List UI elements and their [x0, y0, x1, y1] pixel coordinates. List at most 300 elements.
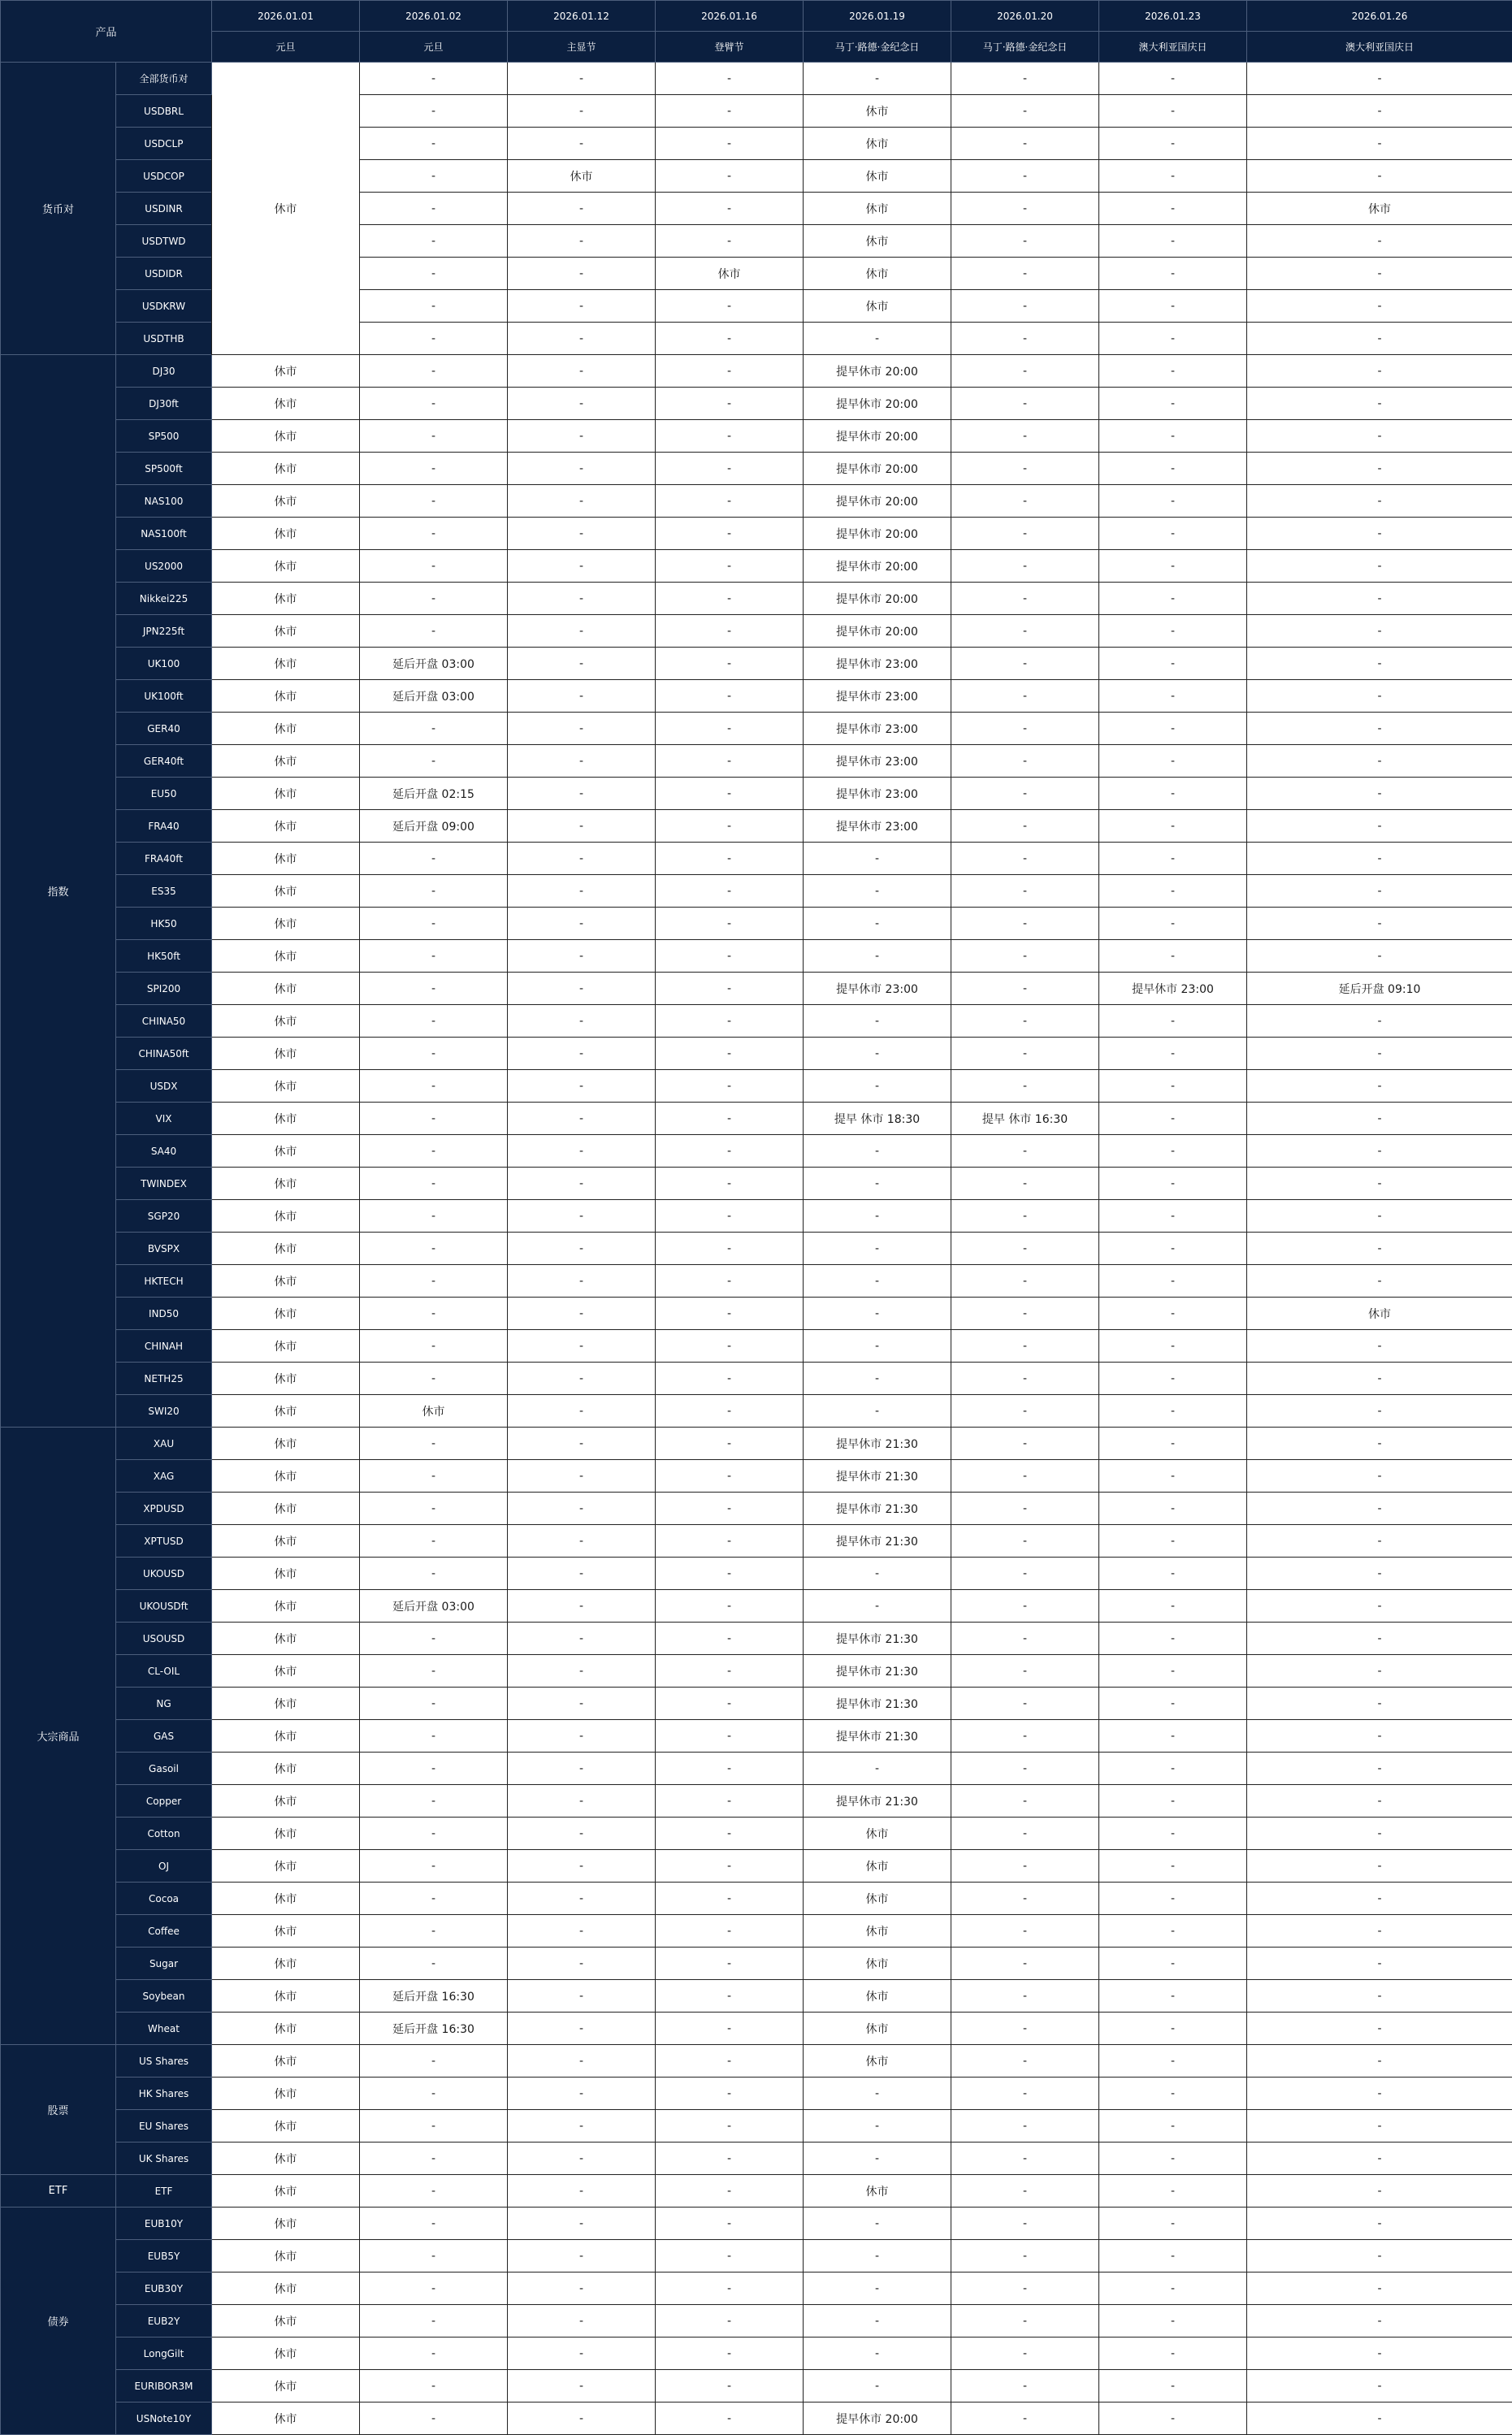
status-cell: - [804, 1590, 951, 1623]
status-cell: - [360, 1883, 508, 1915]
status-cell: 延后开盘 02:15 [360, 778, 508, 810]
status-cell: - [508, 63, 656, 95]
product-name-cell: GER40ft [116, 745, 212, 778]
product-name-cell: USOUSD [116, 1623, 212, 1655]
table-row [1, 1948, 1512, 1980]
product-name-cell: Cocoa [116, 1883, 212, 1915]
status-cell: - [1247, 1785, 1512, 1818]
table-row [1, 1460, 1512, 1493]
status-cell: - [1247, 355, 1512, 388]
status-cell: - [656, 1330, 804, 1363]
status-cell: - [951, 713, 1099, 745]
status-cell: - [360, 713, 508, 745]
status-cell: - [804, 2078, 951, 2110]
status-cell: - [951, 973, 1099, 1005]
status-cell: 提早 休市 16:30 [951, 1103, 1099, 1135]
status-cell: - [951, 2403, 1099, 2435]
status-cell: - [1247, 258, 1512, 290]
status-cell: - [804, 2240, 951, 2273]
table-row [1, 680, 1512, 713]
status-cell: - [1247, 1623, 1512, 1655]
table-row [1, 778, 1512, 810]
status-cell: - [1099, 290, 1247, 323]
status-cell: 休市 [804, 1850, 951, 1883]
status-cell: 提早休市 21:30 [804, 1688, 951, 1720]
status-cell: - [656, 1395, 804, 1428]
status-cell: - [951, 258, 1099, 290]
status-cell: - [1099, 1883, 1247, 1915]
status-cell: - [360, 973, 508, 1005]
status-cell: - [1247, 550, 1512, 583]
status-cell: 休市 [804, 2175, 951, 2208]
status-cell: - [1247, 518, 1512, 550]
status-cell: - [656, 290, 804, 323]
status-cell: - [1099, 420, 1247, 453]
status-cell: - [804, 2143, 951, 2175]
status-cell: 休市 [212, 1103, 360, 1135]
status-cell: 提早休市 20:00 [804, 583, 951, 615]
status-cell: - [804, 1135, 951, 1168]
status-cell: 休市 [212, 1168, 360, 1200]
status-cell: - [360, 1070, 508, 1103]
status-cell: 提早休市 20:00 [804, 485, 951, 518]
status-cell: - [804, 940, 951, 973]
table-row [1, 355, 1512, 388]
status-cell: - [656, 1883, 804, 1915]
status-cell: - [1247, 680, 1512, 713]
table-row [1, 2338, 1512, 2370]
status-cell: - [656, 1265, 804, 1298]
status-cell: 休市 [212, 843, 360, 875]
table-row [1, 810, 1512, 843]
status-cell: - [951, 420, 1099, 453]
status-cell: - [508, 1980, 656, 2013]
status-cell: - [360, 1298, 508, 1330]
status-cell: - [656, 1298, 804, 1330]
status-cell: - [804, 875, 951, 908]
status-cell: - [951, 453, 1099, 485]
status-cell: 休市 [212, 810, 360, 843]
status-cell: - [951, 1720, 1099, 1753]
status-cell: - [508, 2208, 656, 2240]
status-cell: 休市 [212, 1525, 360, 1558]
status-cell: - [508, 1850, 656, 1883]
status-cell: - [951, 1753, 1099, 1785]
status-cell: - [951, 2370, 1099, 2403]
status-cell: 休市 [212, 2078, 360, 2110]
status-cell: - [804, 323, 951, 355]
status-cell: - [360, 2273, 508, 2305]
status-cell: - [360, 1915, 508, 1948]
status-cell: - [1099, 1655, 1247, 1688]
holiday-name-header: 登臂节 [656, 32, 804, 63]
status-cell: - [1247, 1265, 1512, 1298]
status-cell: - [508, 2338, 656, 2370]
status-cell: - [1099, 2110, 1247, 2143]
status-cell: 休市 [804, 1915, 951, 1948]
product-name-cell: HK50ft [116, 940, 212, 973]
status-cell: 休市 [212, 2045, 360, 2078]
status-cell: 休市 [212, 1005, 360, 1038]
status-cell: - [1099, 1525, 1247, 1558]
status-cell: - [1099, 225, 1247, 258]
status-cell: - [508, 323, 656, 355]
status-cell: - [508, 2370, 656, 2403]
table-row [1, 1005, 1512, 1038]
status-cell: - [656, 2273, 804, 2305]
status-cell: - [360, 2078, 508, 2110]
status-cell: 提早休市 20:00 [804, 355, 951, 388]
status-cell: - [360, 875, 508, 908]
product-name-cell: XAG [116, 1460, 212, 1493]
status-cell: - [508, 1883, 656, 1915]
status-cell: - [508, 258, 656, 290]
date-header: 2026.01.16 [656, 1, 804, 32]
status-cell: - [1099, 355, 1247, 388]
product-name-cell: NG [116, 1688, 212, 1720]
status-cell-merged: 休市 [212, 63, 360, 355]
status-cell: - [1099, 1558, 1247, 1590]
table-row [1, 2175, 1512, 2208]
status-cell: - [360, 323, 508, 355]
status-cell: - [1099, 648, 1247, 680]
status-cell: - [951, 1428, 1099, 1460]
status-cell: - [1099, 518, 1247, 550]
status-cell: - [951, 1493, 1099, 1525]
status-cell: - [1247, 1818, 1512, 1850]
product-name-cell: USDBRL [116, 95, 212, 128]
product-name-cell: NAS100 [116, 485, 212, 518]
product-name-cell: IND50 [116, 1298, 212, 1330]
status-cell: - [1247, 1525, 1512, 1558]
status-cell: - [508, 875, 656, 908]
status-cell: 延后开盘 16:30 [360, 2013, 508, 2045]
status-cell: - [360, 2338, 508, 2370]
status-cell: - [1099, 550, 1247, 583]
status-cell: - [1247, 1005, 1512, 1038]
status-cell: - [1247, 1070, 1512, 1103]
status-cell: - [656, 225, 804, 258]
status-cell: - [1099, 940, 1247, 973]
status-cell: 休市 [212, 1363, 360, 1395]
status-cell: 休市 [212, 1298, 360, 1330]
product-name-cell: HK50 [116, 908, 212, 940]
status-cell: - [360, 453, 508, 485]
product-name-cell: Gasoil [116, 1753, 212, 1785]
status-cell: - [1099, 63, 1247, 95]
status-cell: 休市 [804, 1980, 951, 2013]
product-name-cell: EUB10Y [116, 2208, 212, 2240]
table-body [1, 63, 1512, 2435]
product-name-cell: USDX [116, 1070, 212, 1103]
status-cell: 休市 [212, 1623, 360, 1655]
product-name-cell: Copper [116, 1785, 212, 1818]
status-cell: - [508, 1103, 656, 1135]
holiday-name-header: 澳大利亚国庆日 [1247, 32, 1512, 63]
status-cell: 休市 [1247, 1298, 1512, 1330]
status-cell: - [951, 648, 1099, 680]
status-cell: 提早休市 20:00 [804, 453, 951, 485]
status-cell: 休市 [212, 485, 360, 518]
status-cell: 休市 [212, 1038, 360, 1070]
status-cell: - [360, 2143, 508, 2175]
status-cell: - [951, 2078, 1099, 2110]
status-cell: - [360, 1688, 508, 1720]
status-cell: - [1099, 1850, 1247, 1883]
product-name-cell: EUB2Y [116, 2305, 212, 2338]
table-row [1, 1915, 1512, 1948]
status-cell: - [656, 1720, 804, 1753]
status-cell: - [656, 355, 804, 388]
status-cell: 提早休市 21:30 [804, 1655, 951, 1688]
date-header: 2026.01.26 [1247, 1, 1512, 32]
product-name-cell: SP500ft [116, 453, 212, 485]
status-cell: - [360, 908, 508, 940]
status-cell: - [508, 1363, 656, 1395]
status-cell: - [1099, 1200, 1247, 1233]
status-cell: - [360, 1168, 508, 1200]
table-row [1, 485, 1512, 518]
status-cell: 休市 [212, 1135, 360, 1168]
status-cell: - [1247, 940, 1512, 973]
product-name-cell: XAU [116, 1428, 212, 1460]
status-cell: 休市 [212, 2110, 360, 2143]
status-cell: 休市 [212, 2013, 360, 2045]
status-cell: - [360, 1493, 508, 1525]
status-cell: 休市 [360, 1395, 508, 1428]
status-cell: - [1099, 2208, 1247, 2240]
status-cell: - [508, 1915, 656, 1948]
status-cell: - [508, 1623, 656, 1655]
status-cell: - [508, 713, 656, 745]
status-cell: - [1099, 388, 1247, 420]
status-cell: - [1099, 2175, 1247, 2208]
status-cell: 提早休市 21:30 [804, 1493, 951, 1525]
status-cell: - [360, 1330, 508, 1363]
status-cell: - [656, 1850, 804, 1883]
table-row [1, 1265, 1512, 1298]
status-cell: - [1247, 810, 1512, 843]
status-cell: 提早休市 20:00 [804, 615, 951, 648]
status-cell: - [360, 1363, 508, 1395]
status-cell: - [951, 1558, 1099, 1590]
status-cell: - [1099, 1980, 1247, 2013]
status-cell: - [508, 2110, 656, 2143]
table-row [1, 908, 1512, 940]
product-name-cell: OJ [116, 1850, 212, 1883]
status-cell: - [951, 323, 1099, 355]
status-cell: - [1247, 1135, 1512, 1168]
status-cell: - [951, 1915, 1099, 1948]
table-row [1, 1818, 1512, 1850]
status-cell: - [656, 388, 804, 420]
status-cell: - [1099, 1590, 1247, 1623]
status-cell: - [951, 1005, 1099, 1038]
status-cell: - [656, 810, 804, 843]
status-cell: - [360, 160, 508, 193]
status-cell: - [1099, 95, 1247, 128]
table-row [1, 1558, 1512, 1590]
status-cell: - [951, 2175, 1099, 2208]
status-cell: 提早休市 23:00 [1099, 973, 1247, 1005]
status-cell: - [656, 1948, 804, 1980]
product-name-cell: Cotton [116, 1818, 212, 1850]
status-cell: - [508, 1818, 656, 1850]
status-cell: - [1099, 1168, 1247, 1200]
table-row [1, 973, 1512, 1005]
status-cell: - [1247, 2045, 1512, 2078]
status-cell: - [656, 1070, 804, 1103]
product-name-cell: USDCOP [116, 160, 212, 193]
status-cell: - [360, 1265, 508, 1298]
status-cell: - [508, 583, 656, 615]
status-cell: - [1247, 1395, 1512, 1428]
status-cell: - [1099, 583, 1247, 615]
product-name-cell: Soybean [116, 1980, 212, 2013]
status-cell: 提早休市 21:30 [804, 1785, 951, 1818]
category-cell: 债券 [1, 2208, 116, 2435]
status-cell: - [1099, 1233, 1247, 1265]
table-row [1, 2370, 1512, 2403]
status-cell: - [508, 453, 656, 485]
table-row [1, 2305, 1512, 2338]
status-cell: - [804, 1298, 951, 1330]
status-cell: - [656, 1460, 804, 1493]
status-cell: - [656, 2208, 804, 2240]
status-cell: - [1099, 1070, 1247, 1103]
status-cell: - [1099, 1915, 1247, 1948]
status-cell: - [656, 95, 804, 128]
status-cell: - [804, 1070, 951, 1103]
table-row [1, 1168, 1512, 1200]
status-cell: - [508, 1558, 656, 1590]
product-name-cell: EUB30Y [116, 2273, 212, 2305]
status-cell: - [1099, 1330, 1247, 1363]
product-name-cell: USDTHB [116, 323, 212, 355]
product-name-cell: JPN225ft [116, 615, 212, 648]
status-cell: 休市 [212, 1330, 360, 1363]
status-cell: - [951, 1623, 1099, 1655]
status-cell: - [656, 2013, 804, 2045]
status-cell: - [360, 2045, 508, 2078]
status-cell: - [951, 193, 1099, 225]
status-cell: 休市 [804, 128, 951, 160]
product-name-cell: UKOUSD [116, 1558, 212, 1590]
status-cell: - [508, 2305, 656, 2338]
status-cell: - [656, 1005, 804, 1038]
status-cell: - [508, 2045, 656, 2078]
product-name-cell: FRA40ft [116, 843, 212, 875]
status-cell: - [1247, 1980, 1512, 2013]
status-cell: - [1099, 1298, 1247, 1330]
status-cell: - [1247, 128, 1512, 160]
status-cell: - [1247, 2403, 1512, 2435]
status-cell: - [951, 2273, 1099, 2305]
status-cell: 休市 [212, 1948, 360, 1980]
status-cell: - [656, 680, 804, 713]
status-cell: - [1099, 2045, 1247, 2078]
status-cell: - [360, 518, 508, 550]
status-cell: - [951, 1980, 1099, 2013]
table-row [1, 1135, 1512, 1168]
status-cell: - [951, 778, 1099, 810]
status-cell: - [508, 745, 656, 778]
product-name-cell: Wheat [116, 2013, 212, 2045]
status-cell: - [1099, 2370, 1247, 2403]
table-row [1, 615, 1512, 648]
status-cell: - [1099, 160, 1247, 193]
status-cell: - [360, 2208, 508, 2240]
status-cell: - [951, 2045, 1099, 2078]
status-cell: - [656, 550, 804, 583]
status-cell: - [508, 550, 656, 583]
table-row [1, 583, 1512, 615]
status-cell: - [1247, 323, 1512, 355]
status-cell: - [508, 485, 656, 518]
status-cell: - [508, 1493, 656, 1525]
status-cell: - [360, 1233, 508, 1265]
status-cell: - [656, 518, 804, 550]
product-name-cell: SGP20 [116, 1200, 212, 1233]
table-row [1, 2078, 1512, 2110]
status-cell: - [1247, 2143, 1512, 2175]
status-cell: 休市 [212, 1688, 360, 1720]
table-row [1, 1298, 1512, 1330]
status-cell: 休市 [1247, 193, 1512, 225]
status-cell: - [656, 1493, 804, 1525]
product-name-cell: USDTWD [116, 225, 212, 258]
status-cell: - [804, 2370, 951, 2403]
product-name-cell: XPDUSD [116, 1493, 212, 1525]
status-cell: - [1099, 258, 1247, 290]
status-cell: - [1099, 810, 1247, 843]
status-cell: - [656, 420, 804, 453]
product-name-cell: VIX [116, 1103, 212, 1135]
status-cell: - [951, 1883, 1099, 1915]
product-name-cell: GAS [116, 1720, 212, 1753]
table-row [1, 2143, 1512, 2175]
status-cell: - [656, 713, 804, 745]
product-name-cell: UK100 [116, 648, 212, 680]
status-cell: - [656, 1200, 804, 1233]
status-cell: - [804, 63, 951, 95]
status-cell: - [1099, 1038, 1247, 1070]
status-cell: 提早 休市 18:30 [804, 1103, 951, 1135]
status-cell: - [1099, 1135, 1247, 1168]
status-cell: 休市 [212, 940, 360, 973]
status-cell: - [1099, 1785, 1247, 1818]
status-cell: - [360, 1623, 508, 1655]
table-row [1, 1688, 1512, 1720]
status-cell: - [951, 1655, 1099, 1688]
status-cell: - [804, 908, 951, 940]
status-cell: - [951, 940, 1099, 973]
status-cell: - [1099, 713, 1247, 745]
status-cell: - [508, 1200, 656, 1233]
status-cell: - [360, 2110, 508, 2143]
status-cell: - [508, 973, 656, 1005]
status-cell: - [656, 1753, 804, 1785]
status-cell: - [1099, 453, 1247, 485]
table-row [1, 2403, 1512, 2435]
status-cell: - [1247, 1233, 1512, 1265]
status-cell: - [1247, 1915, 1512, 1948]
status-cell: - [656, 908, 804, 940]
table-row [1, 1070, 1512, 1103]
status-cell: - [951, 1395, 1099, 1428]
status-cell: 休市 [212, 745, 360, 778]
status-cell: - [508, 680, 656, 713]
